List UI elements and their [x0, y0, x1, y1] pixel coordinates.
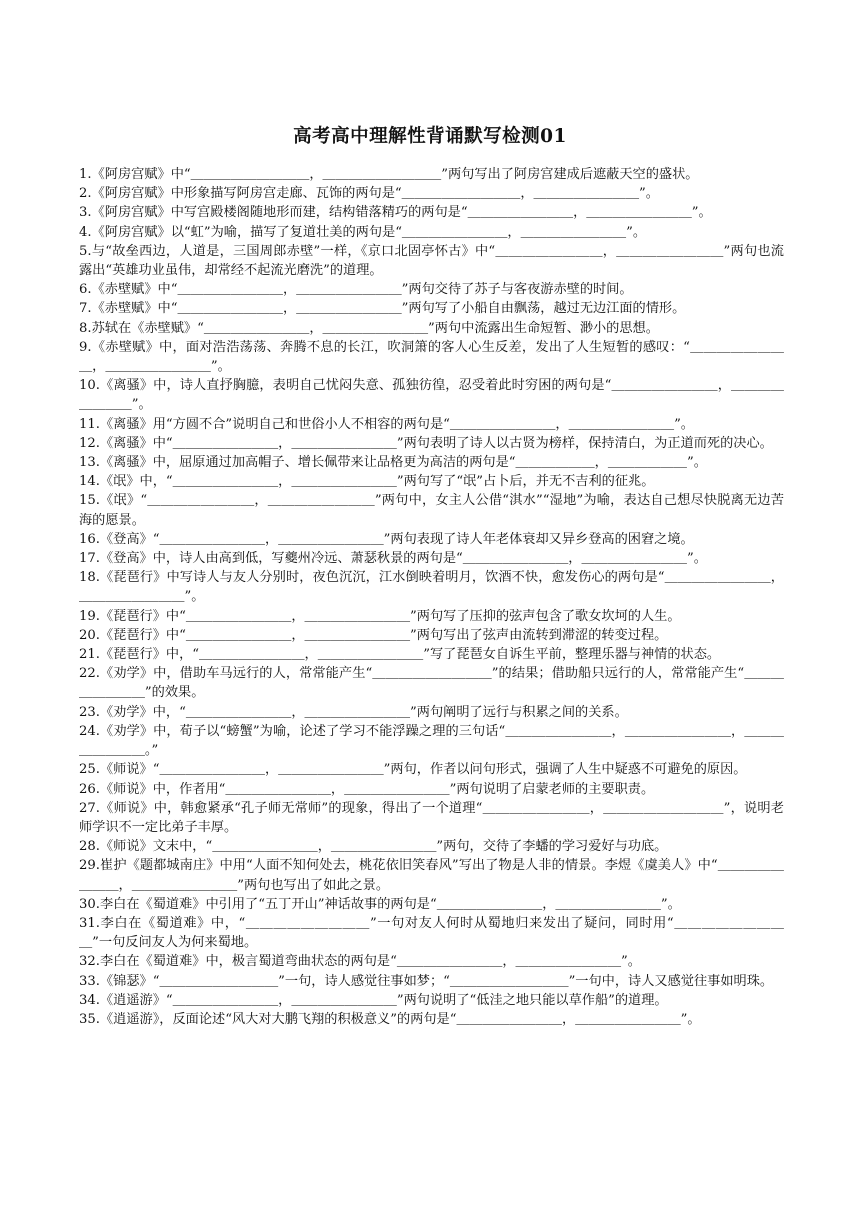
- question-item: 5.与“故垒西边，人道是，三国周郎赤壁”一样，《京口北固亭怀古》中“＿＿＿＿＿＿＿＿，＿＿＿＿＿＿＿＿”两句也流露出“英雄功业虽伟，却常经不起流光磨洗”的道理。: [79, 243, 784, 279]
- question-item: 34.《逍遥游》“＿＿＿＿＿＿＿＿，＿＿＿＿＿＿＿＿”两句说明了“低洼之地只能以草作船”的道理。: [79, 992, 668, 1008]
- page-title: 高考高中理解性背诵默写检测01: [293, 126, 567, 147]
- question-item: 3.《阿房宫赋》中写宫殿楼阁随地形而建，结构错落精巧的两句是“＿＿＿＿＿＿＿＿，＿＿＿＿＿＿＿＿”。: [79, 205, 712, 221]
- question-item: 23.《劝学》中，“＿＿＿＿＿＿＿＿，＿＿＿＿＿＿＿＿”两句阐明了远行与积累之间的关系。: [79, 704, 628, 720]
- question-item: 30.李白在《蜀道难》中引用了“五丁开山”神话故事的两句是“＿＿＿＿＿＿＿＿，＿＿＿＿＿＿＿＿”。: [79, 896, 681, 912]
- question-item: 9.《赤壁赋》中，面对浩浩荡荡、奔腾不息的长江，吹洞箫的客人心生反差，发出了人生短暂的感叹：“＿＿＿＿＿＿＿＿，＿＿＿＿＿＿＿＿”。: [79, 339, 784, 375]
- question-item: 11.《离骚》用“方圆不合”说明自己和世俗小人不相容的两句是“＿＿＿＿＿＿＿＿，＿＿＿＿＿＿＿＿”。: [79, 416, 694, 432]
- question-item: 18.《琵琶行》中写诗人与友人分别时，夜色沉沉，江水倒映着明月，饮酒不快，愈发伤心的两句是“＿＿＿＿＿＿＿＿，＿＿＿＿＿＿＿＿”。: [79, 570, 784, 605]
- question-item: 21.《琵琶行》中，“＿＿＿＿＿＿＿＿，＿＿＿＿＿＿＿＿”写了琵琶女自诉生平前，整理乐器与神情的状态。: [79, 647, 721, 663]
- question-item: 6.《赤壁赋》中“＿＿＿＿＿＿＿＿，＿＿＿＿＿＿＿＿”两句交待了苏子与客夜游赤壁的时间。: [79, 282, 633, 298]
- question-item: 27.《师说》中，韩愈紧承“孔子师无常师”的现象，得出了一个道理“＿＿＿＿＿＿＿＿，＿＿＿＿＿＿＿＿＿”，说明老师学识不一定比弟子丰厚。: [79, 800, 784, 835]
- question-item: 22.《劝学》中，借助车马远行的人，常常能产生“＿＿＿＿＿＿＿＿＿”的结果；借助船只远行的人，常常能产生“＿＿＿＿＿＿＿＿”的效果。: [79, 666, 784, 701]
- question-item: 24.《劝学》中，荀子以“螃蟹”为喻，论述了学习不能浮躁之理的三句话“＿＿＿＿＿＿＿＿，＿＿＿＿＿＿＿＿，＿＿＿＿＿＿＿＿。”: [79, 723, 784, 759]
- question-item: 13.《离骚》中，屈原通过加高帽子、增长佩带来让品格更为高洁的两句是“＿＿＿＿＿＿，＿＿＿＿＿＿”。: [79, 455, 707, 471]
- question-item: 33.《锦瑟》“＿＿＿＿＿＿＿＿＿”一句，诗人感觉往事如梦；“＿＿＿＿＿＿＿＿＿”一句中，诗人又感觉往事如明珠。: [79, 973, 774, 989]
- question-item: 15.《氓》“＿＿＿＿＿＿＿＿，＿＿＿＿＿＿＿＿”两句中，女主人公借“淇水”“湿地”为喻，表达自己想尽快脱离无边苦海的愿景。: [79, 493, 784, 528]
- question-item: 20.《琵琶行》中“＿＿＿＿＿＿＿＿，＿＿＿＿＿＿＿＿”两句写出了弦声由流转到滞涩的转变过程。: [79, 627, 668, 643]
- question-item: 12.《离骚》中“＿＿＿＿＿＿＿＿，＿＿＿＿＿＿＿＿”两句表明了诗人以古贤为榜样，保持清白，为正道而死的决心。: [79, 435, 773, 451]
- question-item: 31.李白在《蜀道难》中，“＿＿＿＿＿＿＿＿＿”一句对友人何时从蜀地归来发出了疑问，同时用“＿＿＿＿＿＿＿＿＿”一句反问友人为何来蜀地。: [79, 915, 784, 951]
- question-item: 1.《阿房宫赋》中“＿＿＿＿＿＿＿＿＿，＿＿＿＿＿＿＿＿＿”两句写出了阿房宫建成后遮蔽天空的盛状。: [79, 167, 699, 182]
- question-item: 26.《师说》中，作者用“＿＿＿＿＿＿＿＿，＿＿＿＿＿＿＿＿”两句说明了启蒙老师的主要职责。: [79, 781, 655, 797]
- question-item: 25.《师说》“＿＿＿＿＿＿＿＿，＿＿＿＿＿＿＿＿”两句，作者以问句形式，强调了人生中疑惑不可避免的原因。: [79, 762, 747, 778]
- question-list: [79, 165, 784, 1029]
- question-item: 32.李白在《蜀道难》中，极言蜀道弯曲状态的两句是“＿＿＿＿＿＿＿＿，＿＿＿＿＿＿＿＿”。: [79, 954, 641, 970]
- question-item: 35.《逍遥游》，反面论述“风大对大鹏飞翔的积极意义”的两句是“＿＿＿＿＿＿＿＿，＿＿＿＿＿＿＿＿”。: [79, 1011, 701, 1027]
- question-item: 17.《登高》中，诗人由高到低，写夔州冷远、萧瑟秋景的两句是“＿＿＿＿＿＿＿＿，＿＿＿＿＿＿＿＿”。: [79, 551, 707, 567]
- question-item: 28.《师说》文末中，“＿＿＿＿＿＿＿＿，＿＿＿＿＿＿＿＿”两句，交待了李蟠的学习爱好与功底。: [79, 839, 668, 855]
- question-item: 29.崔护《题都城南庄》中用“人面不知何处去，桃花依旧笑春风”写出了物是人非的情景。李煜《虞美人》中“＿＿＿＿＿＿＿＿，＿＿＿＿＿＿＿＿”两句也写出了如此之景。: [79, 858, 784, 893]
- question-item: 2.《阿房宫赋》中形象描写阿房宫走廊、瓦饰的两句是“＿＿＿＿＿＿＿＿＿，＿＿＿＿＿＿＿＿”。: [79, 186, 659, 202]
- question-item: 7.《赤壁赋》中“＿＿＿＿＿＿＿＿，＿＿＿＿＿＿＿＿”两句写了小船自由飘荡，越过无边江面的情形。: [79, 301, 686, 317]
- question-item: 19.《琵琶行》中“＿＿＿＿＿＿＿＿，＿＿＿＿＿＿＿＿”两句写了压抑的弦声包含了歌女坎坷的人生。: [79, 608, 681, 624]
- question-item: 14.《氓》中，“＿＿＿＿＿＿＿＿，＿＿＿＿＿＿＿＿”两句写了“氓”占卜后，并无不吉利的征兆。: [79, 474, 655, 490]
- question-item: 10.《离骚》中，诗人直抒胸臆，表明自己忧闷失意、孤独彷徨，忍受着此时穷困的两句是“＿＿＿＿＿＿＿＿，＿＿＿＿＿＿＿＿”。: [79, 378, 784, 413]
- question-item: 8.苏轼在《赤壁赋》“＿＿＿＿＿＿＿＿，＿＿＿＿＿＿＿＿”两句中流露出生命短暂、渺小的思想。: [79, 320, 659, 336]
- question-item: 16.《登高》“＿＿＿＿＿＿＿＿，＿＿＿＿＿＿＿＿”两句表现了诗人年老体衰却又异乡登高的困窘之境。: [79, 531, 694, 547]
- question-item: 4.《阿房宫赋》以“虹”为喻，描写了复道壮美的两句是“＿＿＿＿＿＿＿＿，＿＿＿＿＿＿＿＿”。: [79, 224, 647, 240]
